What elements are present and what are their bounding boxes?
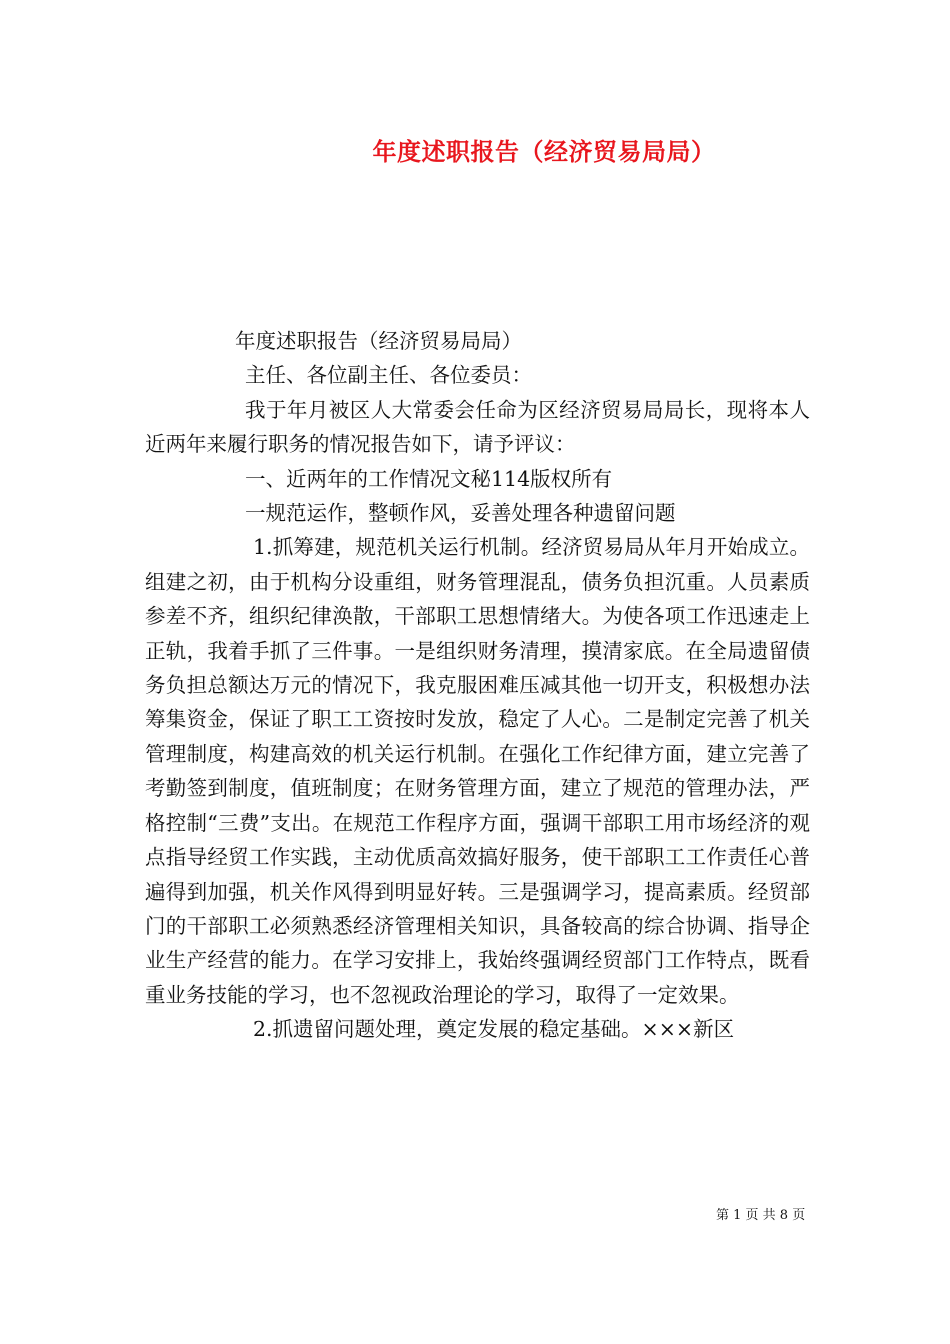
intro-paragraph: 我于年月被区人大常委会任命为区经济贸易局局长，现将本人近两年来履行职务的情况报告如下，请予评议： (145, 397, 810, 457)
page-number: 第 1 页 共 8 页 (716, 1208, 806, 1223)
salutation: 主任、各位副主任、各位委员： (245, 363, 532, 388)
section-heading-1: 一、近两年的工作情况文秘114版权所有 (245, 466, 613, 491)
document-body (145, 324, 810, 1047)
subsection-heading-1: 一规范运作，整顿作风，妥善处理各种遗留问题 (245, 501, 676, 526)
document-title: 年度述职报告（经济贸易局局） (372, 137, 716, 166)
body-subtitle: 年度述职报告（经济贸易局局） (235, 329, 522, 353)
paragraph-2: 2.抓遗留问题处理，奠定发展的稳定基础。×××新区 (253, 1017, 735, 1042)
paragraph-1: 1.抓筹建，规范机关运行机制。经济贸易局从年月开始成立。组建之初，由于机构分设重组，财务管理混乱，债务负担沉重。人员素质参差不齐，组织纪律涣散，干部职工思想情绪大。为使各项工作迅速走上正轨，我着手抓了三件事。一是组织财务清理，摸清家底。在全局遗留债务负担总额达万元的情况下，我克服困难压减其他一切开支，积极想办法筹集资金，保证了职工工资按时发放，稳定了人心。二是制定完善了机关管理制度，构建高效的机关运行机制。在强化工作纪律方面，建立完善了考勤签到制度，值班制度；在财务管理方面，建立了规范的管理办法，严格控制“三费”支出。在规范工作程序方面，强调干部职工用市场经济的观点指导经贸工作实践，主动优质高效搞好服务，使干部职工工作责任心普遍得到加强，机关作风得到明显好转。三是强调学习，提高素质。经贸部门的干部职工必须熟悉经济管理相关知识，具备较高的综合协调、指导企业生产经营的能力。在学习安排上，我始终强调经贸部门工作特点，既看重业务技能的学习，也不忽视政治理论的学习，取得了一定效果。 (145, 535, 810, 1007)
